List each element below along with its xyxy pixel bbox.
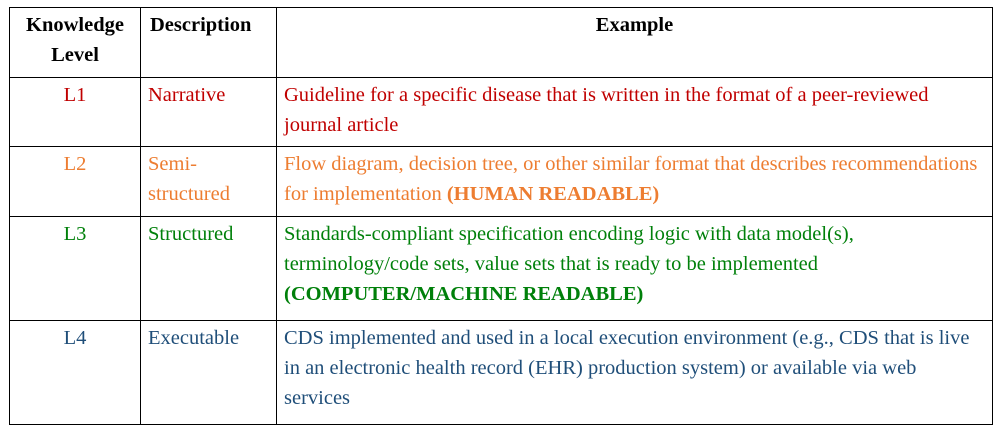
table-row — [10, 147, 993, 217]
knowledge-levels-table — [9, 7, 993, 425]
header-level-line2: Level — [51, 44, 99, 66]
level-cell: L4 — [10, 321, 141, 425]
description-text: Semi-structured — [148, 153, 230, 205]
level-cell: L3 — [10, 217, 141, 321]
example-text: Flow diagram, decision tree, or other similar format that describes recommendations for implementation — [284, 153, 978, 205]
description-cell — [141, 147, 277, 217]
example-emphasis: (COMPUTER/MACHINE READABLE) — [284, 283, 644, 305]
example-cell — [277, 217, 993, 321]
description-cell: Structured — [141, 217, 277, 321]
description-cell: Narrative — [141, 78, 277, 147]
example-text: Standards-compliant specification encoding logic with data model(s), terminology/code sets, value sets that is ready to be implemented — [284, 223, 854, 275]
description-cell: Executable — [141, 321, 277, 425]
example-emphasis: (HUMAN READABLE) — [446, 183, 660, 205]
header-knowledge-level — [10, 8, 141, 78]
example-cell — [277, 78, 993, 147]
example-text: Guideline for a specific disease that is written in the format of a peer-reviewed journal article — [284, 84, 929, 136]
example-cell — [277, 321, 993, 425]
table-header-row — [10, 8, 993, 78]
level-cell: L2 — [10, 147, 141, 217]
example-text: CDS implemented and used in a local execution environment (e.g., CDS that is live in an electronic health record (EHR) production system) or available via web services — [284, 327, 970, 409]
header-description: Description — [141, 8, 277, 78]
table-row — [10, 321, 993, 425]
header-example: Example — [277, 8, 993, 78]
header-level-line1: Knowledge — [26, 14, 124, 36]
level-cell: L1 — [10, 78, 141, 147]
example-cell — [277, 147, 993, 217]
table-row — [10, 217, 993, 321]
table-row — [10, 78, 993, 147]
